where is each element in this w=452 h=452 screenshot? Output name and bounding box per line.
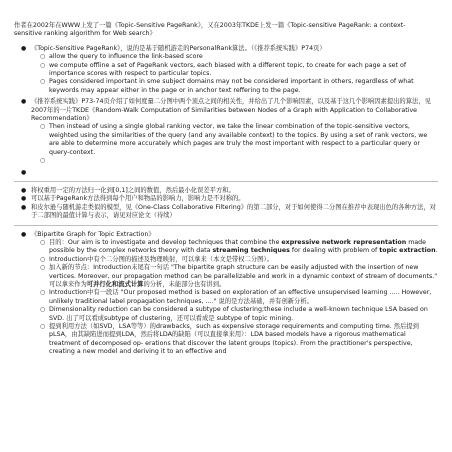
- sub-item-text: for dealing with problem of: [289, 247, 380, 255]
- section1-item-text: [31, 169, 33, 176]
- sub-item-text: made possible by the complex networks theory with data: [49, 238, 427, 255]
- bullet-icon: ○: [40, 53, 46, 61]
- sub-list: [31, 53, 438, 95]
- section1-item: [14, 169, 438, 177]
- sub-item-text: Introduction中有一段话 "Our proposed method is based on exploration of an effective unsupervised learning ..... However, unlikely traditional label propagation techniques, ...." 说的是方法基础，并有创新分析。: [49, 289, 432, 305]
- bullet-icon: ●: [21, 98, 27, 106]
- sub-item: [31, 306, 438, 323]
- bold-text: topic extraction: [379, 247, 436, 255]
- sub-item: [31, 239, 438, 256]
- sub-item: [31, 264, 438, 289]
- intro-paragraph: 作者在2002年在WWW上发了一篇《Topic-Sensitive PageRank》，又在2003年TKDE上发一篇《Topic-sensitive PageRank: a context-sensitive ranking algorithm for Web search》: [14, 22, 406, 38]
- bullet-icon: ○: [40, 255, 46, 263]
- section-divider: [14, 181, 438, 182]
- section-divider: [14, 225, 438, 226]
- section1-list: [14, 45, 438, 177]
- section3-item: [14, 231, 438, 357]
- section2-item: [14, 195, 438, 203]
- section1-item: [14, 45, 438, 95]
- section2-item-text: 将权重用一定的方法归一化到[0,1]之间的数值，然后最小化误差平方和。: [31, 186, 235, 194]
- sub-item-text: .: [435, 247, 438, 255]
- section3-title: 《Bipartite Graph for Topic Extraction》: [31, 230, 155, 238]
- bullet-icon: ○: [40, 323, 46, 330]
- section1-item: [14, 98, 438, 165]
- sub-item-text: we compute offline a set of PageRank vectors, each biased with a different topic, to create for each page a set of importance scores with respect to particular topics.: [49, 61, 407, 78]
- bullet-icon: ●: [21, 168, 27, 176]
- bold-text: expressive network representation: [281, 238, 407, 246]
- sub-item-text: 目的：Our aim is to investigate and develop techniques that combine the: [49, 238, 282, 246]
- bullet-icon: ●: [21, 230, 27, 238]
- sub-item: [31, 78, 438, 95]
- section1-item-text: 《Topic-Sensitive PageRank》，说的是基于随机游走的PersonalRank算法。（《推荐系统实践》P74页）: [31, 44, 326, 52]
- sub-item-text: allow the query to influence the link-based score: [49, 53, 203, 61]
- bullet-icon: ○: [40, 157, 46, 165]
- bullet-icon: ●: [21, 44, 27, 52]
- sub-item: [31, 53, 438, 61]
- section1-item-text: 《推荐系统实践》P73-74页介绍了如何度量二分图中两个顶点之间的相关性，并给出了几个影响因素，以及基于这几个影响因素提出的算法，见2007年的一片TKDE《Random-Walk Computation of Similarities between Nodes of a Graph with Application to Collaborative Recommendation》: [31, 98, 431, 123]
- bullet-icon: ●: [21, 203, 27, 211]
- bullet-icon: ○: [40, 264, 46, 272]
- section2-item-text: 可以基于PageRank方法得到每个用户和物品的影响力，影响力是不对称的。: [31, 195, 245, 203]
- section2-item: [14, 204, 438, 221]
- sub-item-text: Introduction中有个二分图的描述及物理映射，可以拿来（本文是带权二分图）。: [49, 255, 273, 263]
- bullet-icon: ○: [40, 238, 46, 246]
- sub-item: [31, 62, 438, 79]
- sub-item: [31, 323, 438, 357]
- bullet-icon: ○: [40, 289, 46, 297]
- sub-item-text: Then instead of using a single global ranking vector, we take the linear combination of the topic-sensitive vectors, weighted using the similarities of the query (and any available context) to the topics. By using a set of rank vectors, we are able to determine more accurately which pages are truly the most important with respect to a particular query or query-context.: [49, 123, 428, 156]
- sub-item: [31, 157, 438, 165]
- bold-text: 可并行化和流式计算: [86, 280, 144, 288]
- section3-list: [14, 231, 438, 357]
- sub-item-text: [49, 157, 51, 164]
- sub-item-text: 的分析，未能部分也有讲到。: [143, 280, 226, 288]
- section2-list: [14, 187, 438, 221]
- bullet-icon: ○: [40, 306, 46, 314]
- sub-list: [31, 239, 438, 357]
- bullet-icon: ●: [21, 195, 27, 203]
- sub-item-text: Pages considered important in sme subject domains may not be considered important in others, regardless of what keywords may appear either in the page or in anchor text reffering to the page.: [49, 78, 414, 94]
- bullet-icon: ○: [40, 61, 46, 69]
- sub-item-text: Dimensionality reduction can be considered a subtype of clustering;these include a well-known technique LSA based on SVD. 出了可以看成subtype of clustering，还可以看成是 subtype of topic mining.: [49, 306, 428, 322]
- sub-item: [31, 289, 438, 306]
- bullet-icon: ○: [40, 78, 46, 86]
- bold-text: streaming techniques: [212, 247, 290, 255]
- sub-item: [31, 256, 438, 264]
- section2-item-text: 和皮尔逊与随机游走类似的模型，见《One-Class Collaborative Filtering》的第二部分，对于如何使得二分图在推荐中表现出色的各种方法，对于二部图的最值计算与表示，请见对应论文（待续）: [31, 203, 436, 220]
- sub-list: [31, 123, 438, 165]
- bullet-icon: ●: [21, 186, 27, 194]
- bullet-icon: ○: [40, 123, 46, 131]
- sub-item: [31, 123, 438, 157]
- sub-item-text: 加入新的节点：Introduction末尾有一句话 "The bipartite graph structure can be easily adjusted with the insertion of new vertices. Moreover, our propagation method can be parallelizable and work in a dynamic context of stream of documents." 可以拿来作为: [49, 264, 438, 288]
- sub-item-text: 提到利用方法（如SVD，LSA等等）的drawbacks，such as expensive storage requirements and computing time. 然后提到pLSA，由其缺陷进而提到LDA，然后将LDA的缺陷（可以直接拿来用）：LDA based models have a rigorous mathematical treatment of decomposed op- erations that discover the latent groups (topics). From the practitioner's perspective, creating a new model and deriving it to an effective and: [49, 323, 419, 356]
